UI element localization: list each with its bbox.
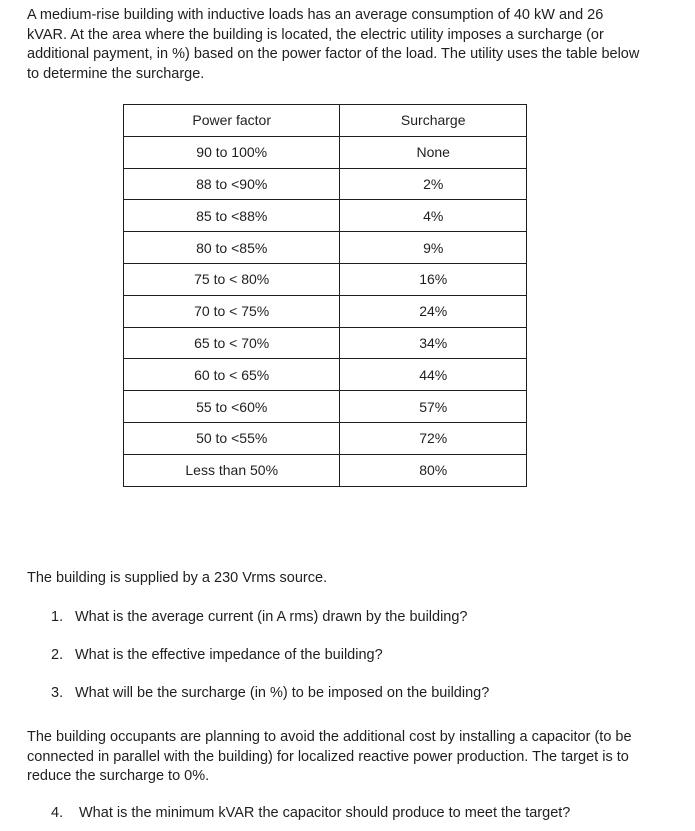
surcharge-cell: 72% — [340, 422, 527, 454]
table-row — [124, 168, 527, 200]
surcharge-cell: 34% — [340, 327, 527, 359]
surcharge-table — [123, 104, 527, 487]
intro-paragraph — [27, 6, 667, 84]
question-2 — [51, 646, 383, 665]
power-factor-cell: 90 to 100% — [124, 136, 340, 168]
intro-line: additional payment, in %) based on the power factor of the load. The utility uses the table below — [27, 46, 640, 62]
table-row — [124, 359, 527, 391]
surcharge-cell: 4% — [340, 200, 527, 232]
question-text: What will be the surcharge (in %) to be imposed on the building? — [75, 685, 490, 701]
paragraph-line: connected in parallel with the building) for localized reactive power production. The target is to — [27, 748, 629, 765]
surcharge-cell: 2% — [340, 168, 527, 200]
supply-statement: The building is supplied by a 230 Vrms source. — [27, 570, 328, 586]
surcharge-cell: 24% — [340, 295, 527, 327]
question-1 — [51, 608, 468, 627]
table-row — [124, 232, 527, 264]
intro-line: A medium-rise building with inductive loads has an average consumption of 40 kW and 26 — [27, 7, 604, 23]
intro-line: kVAR. At the area where the building is located, the electric utility imposes a surcharge (or — [27, 26, 604, 43]
question-4 — [51, 804, 570, 823]
question-number: 1. — [51, 609, 64, 625]
surcharge-cell: 80% — [340, 454, 527, 486]
question-number: 3. — [51, 685, 64, 701]
question-text: What is the effective impedance of the building? — [75, 647, 383, 663]
power-factor-cell: 88 to <90% — [124, 168, 340, 200]
surcharge-cell: 44% — [340, 359, 527, 391]
surcharge-cell: 57% — [340, 391, 527, 423]
power-factor-cell: 50 to <55% — [124, 422, 340, 454]
surcharge-cell: 16% — [340, 263, 527, 295]
power-factor-cell: 85 to <88% — [124, 200, 340, 232]
power-factor-cell: 65 to < 70% — [124, 327, 340, 359]
paragraph-line: The building occupants are planning to avoid the additional cost by installing a capacitor (to be — [27, 729, 632, 745]
power-factor-cell: 55 to <60% — [124, 391, 340, 423]
power-factor-cell: 80 to <85% — [124, 232, 340, 264]
table-row — [124, 263, 527, 295]
table-row — [124, 422, 527, 454]
header-power-factor: Power factor — [124, 105, 340, 137]
table-row — [124, 295, 527, 327]
question-3 — [51, 684, 489, 703]
question-number: 4. — [51, 805, 64, 821]
question-text: What is the minimum kVAR the capacitor should produce to meet the target? — [79, 805, 571, 821]
capacitor-paragraph — [27, 728, 667, 787]
power-factor-cell: 70 to < 75% — [124, 295, 340, 327]
table-row — [124, 200, 527, 232]
table-row — [124, 136, 527, 168]
paragraph-line: reduce the surcharge to 0%. — [27, 768, 210, 784]
surcharge-cell: None — [340, 136, 527, 168]
table-row — [124, 391, 527, 423]
surcharge-cell: 9% — [340, 232, 527, 264]
table-header-row — [124, 105, 527, 137]
power-factor-cell: 75 to < 80% — [124, 263, 340, 295]
question-number: 2. — [51, 647, 64, 663]
question-text: What is the average current (in A rms) drawn by the building? — [75, 609, 468, 625]
header-surcharge: Surcharge — [340, 105, 527, 137]
power-factor-cell: 60 to < 65% — [124, 359, 340, 391]
table-row — [124, 454, 527, 486]
power-factor-cell: Less than 50% — [124, 454, 340, 486]
intro-line: to determine the surcharge. — [27, 65, 205, 82]
table-row — [124, 327, 527, 359]
